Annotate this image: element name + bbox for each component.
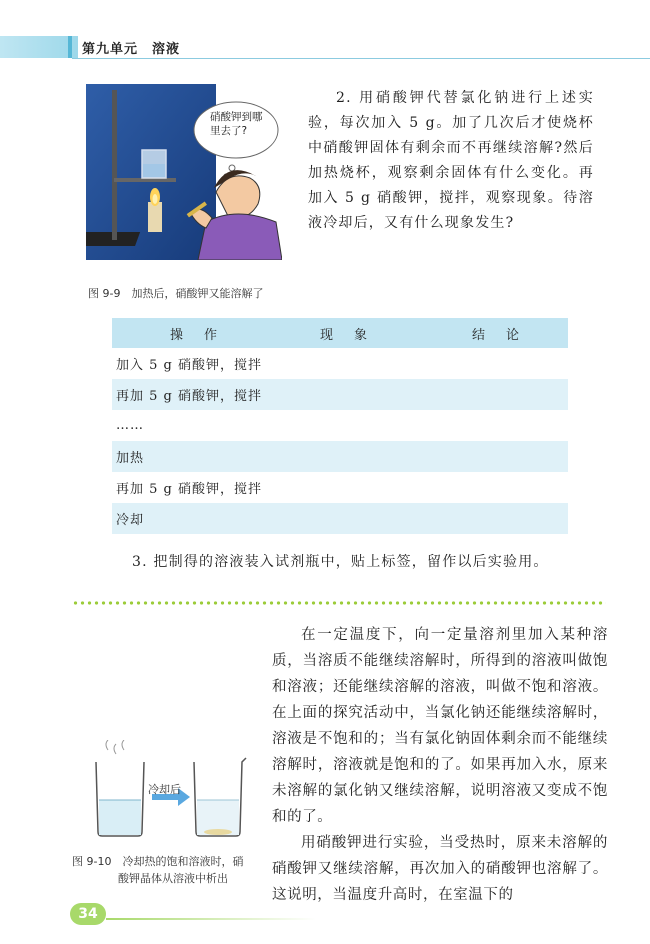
header-conclusion: 结 论 <box>472 327 524 343</box>
table-row: 再加 5 g 硝酸钾，搅拌 <box>116 482 262 497</box>
table-row: …… <box>116 418 144 433</box>
unit-title: 第九单元 溶液 <box>82 42 181 57</box>
speech-bubble-text: 硝酸钾到哪里去了? <box>210 111 263 137</box>
header-phenomenon: 现 象 <box>320 327 372 343</box>
figure-9-9-caption: 图 9-9 加热后，硝酸钾又能溶解了 <box>88 287 264 300</box>
step-2-text: 2. 用硝酸钾代替氯化钠进行上述实验，每次加入 5 g。加了几次后才使烧杯中硝酸钾固体有剩余而不再继续溶解?然后加热烧杯，观察剩余固体有什么变化。再加入 5 g 硝酸钾，搅拌，观察现象。待溶液冷却后，又有什么现象发生? <box>308 90 594 231</box>
figure-9-10-caption: 图 9-10 冷却热的饱和溶液时，硝 酸钾晶体从溶液中析出 <box>72 855 244 885</box>
header-mark <box>68 36 72 58</box>
page-number: 34 <box>70 903 106 925</box>
header-operation: 操 作 <box>170 327 222 343</box>
table-header <box>112 318 568 348</box>
table-row: 加入 5 g 硝酸钾，搅拌 <box>116 358 262 373</box>
page-number-bar <box>106 918 316 920</box>
table-row: 冷却 <box>112 503 568 534</box>
header-band <box>0 36 78 58</box>
header-rule <box>72 58 650 59</box>
table-row: 再加 5 g 硝酸钾，搅拌 <box>112 379 568 410</box>
dotted-divider <box>72 601 606 605</box>
paragraph-saturated-definition: 在一定温度下，向一定量溶剂里加入某种溶质，当溶质不能继续溶解时，所得到的溶液叫做饱和溶液；还能继续溶解的溶液，叫做不饱和溶液。在上面的探究活动中，当氯化钠还能继续溶解时，溶液是不饱和的；当有氯化钠固体剩余而不能继续溶解时，溶液就是饱和的了。如果再加入水，原来未溶解的氯化钠又继续溶解，说明溶液又变成不饱和的了。 <box>272 627 608 825</box>
arrow-label: 冷却后 <box>148 783 181 796</box>
paragraph-potassium-nitrate: 用硝酸钾进行实验，当受热时，原来未溶解的硝酸钾又继续溶解，再次加入的硝酸钾也溶解了。这说明，当温度升高时，在室温下的 <box>272 835 608 903</box>
body-text <box>272 622 608 908</box>
step-3-text: 3. 把制得的溶液装入试剂瓶中，贴上标签，留作以后实验用。 <box>132 554 549 570</box>
table-row: 加热 <box>112 441 568 472</box>
observation-table <box>112 318 568 534</box>
